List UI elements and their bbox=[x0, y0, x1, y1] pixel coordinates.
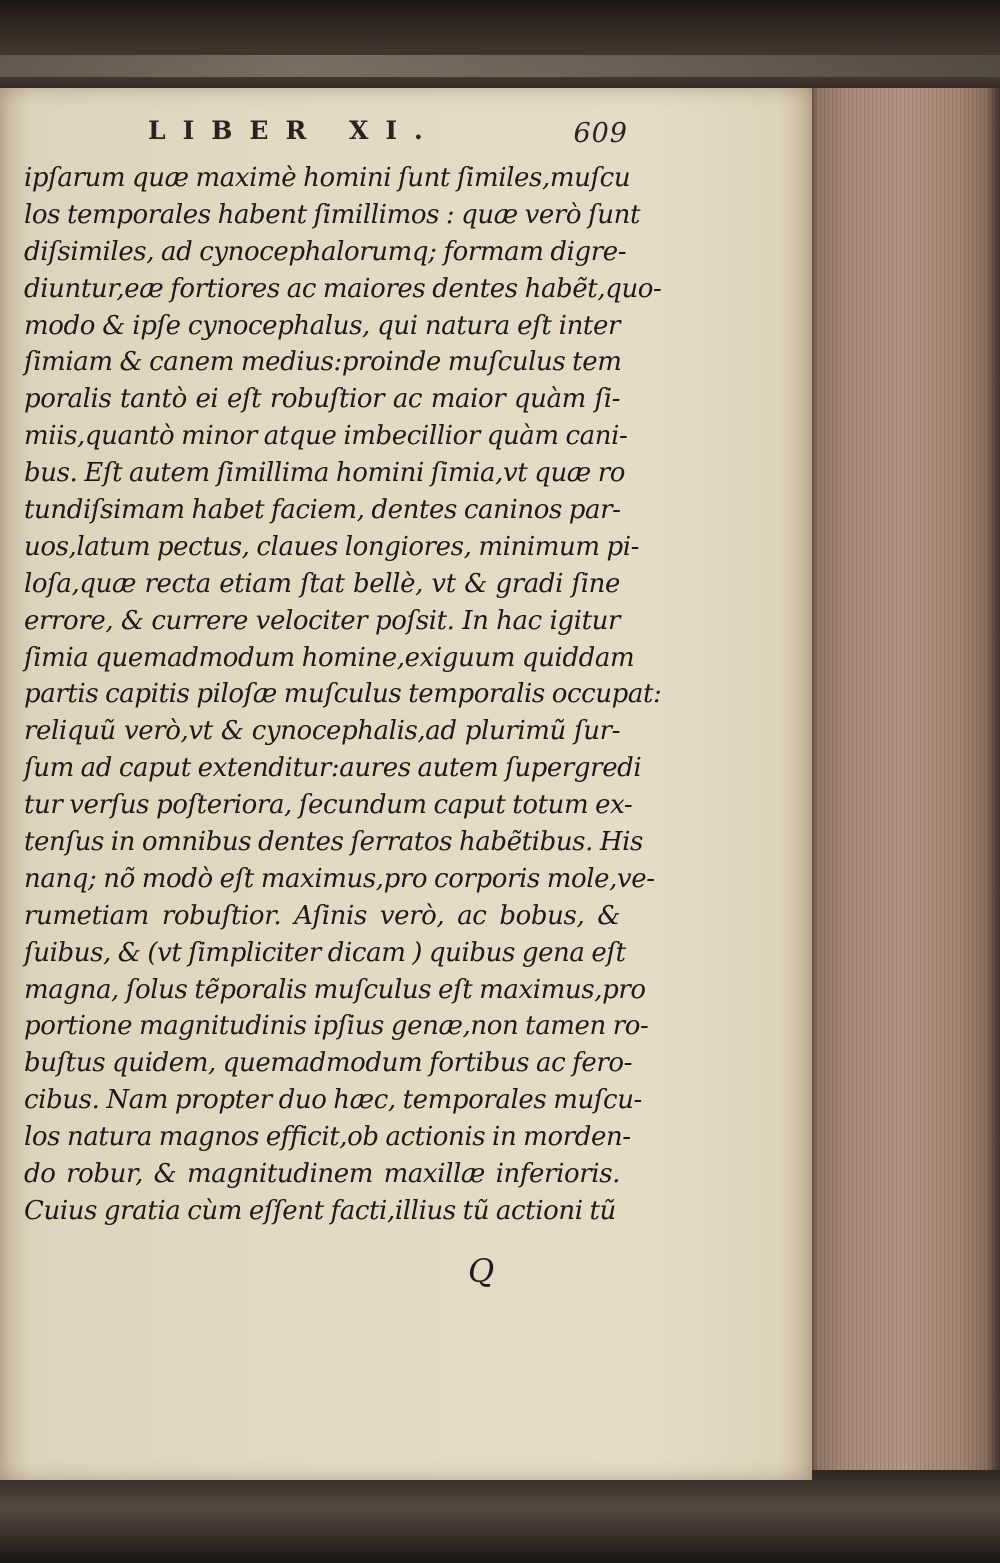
text-line: partis capitis piloſæ muſculus temporalis occupat: bbox=[24, 679, 662, 710]
text-line: nanq; nõ modò eſt maximus,pro corporis mole,ve- bbox=[24, 863, 655, 894]
signature-mark: Q bbox=[468, 1252, 495, 1290]
book-bottom-edge bbox=[0, 1470, 1000, 1563]
text-line: errore, & currere velociter poſsit. In hac igitur bbox=[24, 605, 620, 636]
text-line: tundiſsimam habet faciem, dentes caninos par- bbox=[24, 495, 621, 526]
text-line: cibus. Nam propter duo hæc, temporales muſcu- bbox=[24, 1085, 642, 1116]
text-line: ſum ad caput extenditur:aures autem ſupergredi bbox=[24, 753, 642, 784]
text-line: tur verſus poſteriora, ſecundum caput totum ex- bbox=[24, 790, 633, 821]
book-top-edge bbox=[0, 0, 1000, 95]
text-line: bus. Eſt autem ſimillima homini ſimia,vt quæ ro bbox=[24, 458, 625, 489]
text-line: los natura magnos efficit,ob actionis in morden- bbox=[24, 1122, 631, 1153]
running-head bbox=[148, 116, 628, 156]
page-number: 609 bbox=[573, 118, 628, 149]
text-line: ſimia quemadmodum homine,exiguum quiddam bbox=[24, 642, 635, 673]
text-line: ſuibus, & (vt ſimpliciter dicam ) quibus gena eſt bbox=[24, 937, 626, 968]
text-line: diuntur,eæ fortiores ac maiores dentes habẽt,quo- bbox=[24, 273, 662, 304]
text-line: rumetiam robuſtior. Aſinis verò, ac bobus, & bbox=[24, 900, 620, 931]
text-line: reliquũ verò,vt & cynocephalis,ad plurimũ ſur- bbox=[24, 716, 620, 747]
text-line: miis,quantò minor atque imbecillior quàm cani- bbox=[24, 421, 628, 452]
text-line: do robur, & magnitudinem maxillæ inferioris. bbox=[24, 1159, 620, 1190]
page-fore-edge bbox=[808, 88, 1000, 1480]
text-line: los temporales habent ſimillimos : quæ verò ſunt bbox=[24, 199, 641, 230]
body-text bbox=[24, 160, 662, 1230]
text-line: buſtus quidem, quemadmodum fortibus ac fero- bbox=[24, 1048, 632, 1079]
text-line: portione magnitudinis ipſius genæ,non tamen ro- bbox=[24, 1011, 649, 1042]
text-line: uos,latum pectus, claues longiores, minimum pi- bbox=[24, 531, 640, 562]
text-line: ſimiam & canem medius:proinde muſculus tem bbox=[24, 347, 622, 378]
running-title: LIBER XI. bbox=[148, 116, 440, 145]
text-line: Cuius gratia cùm eſſent facti,illius tũ actioni tũ bbox=[24, 1195, 616, 1226]
text-line: tenſus in omnibus dentes ſerratos habẽtibus. His bbox=[24, 827, 643, 858]
text-line: ipſarum quæ maximè homini ſunt ſimiles,muſcu bbox=[24, 163, 631, 193]
text-line: modo & ipſe cynocephalus, qui natura eſt inter bbox=[24, 310, 620, 341]
text-line: diſsimiles, ad cynocephalorumq; formam digre- bbox=[24, 236, 627, 267]
text-line: magna, ſolus tẽporalis muſculus eſt maximus,pro bbox=[24, 974, 646, 1005]
text-line: loſa,quæ recta etiam ſtat bellè, vt & gradi ſine bbox=[24, 568, 620, 599]
text-line: poralis tantò ei eſt robuſtior ac maior quàm ſi- bbox=[24, 384, 620, 415]
